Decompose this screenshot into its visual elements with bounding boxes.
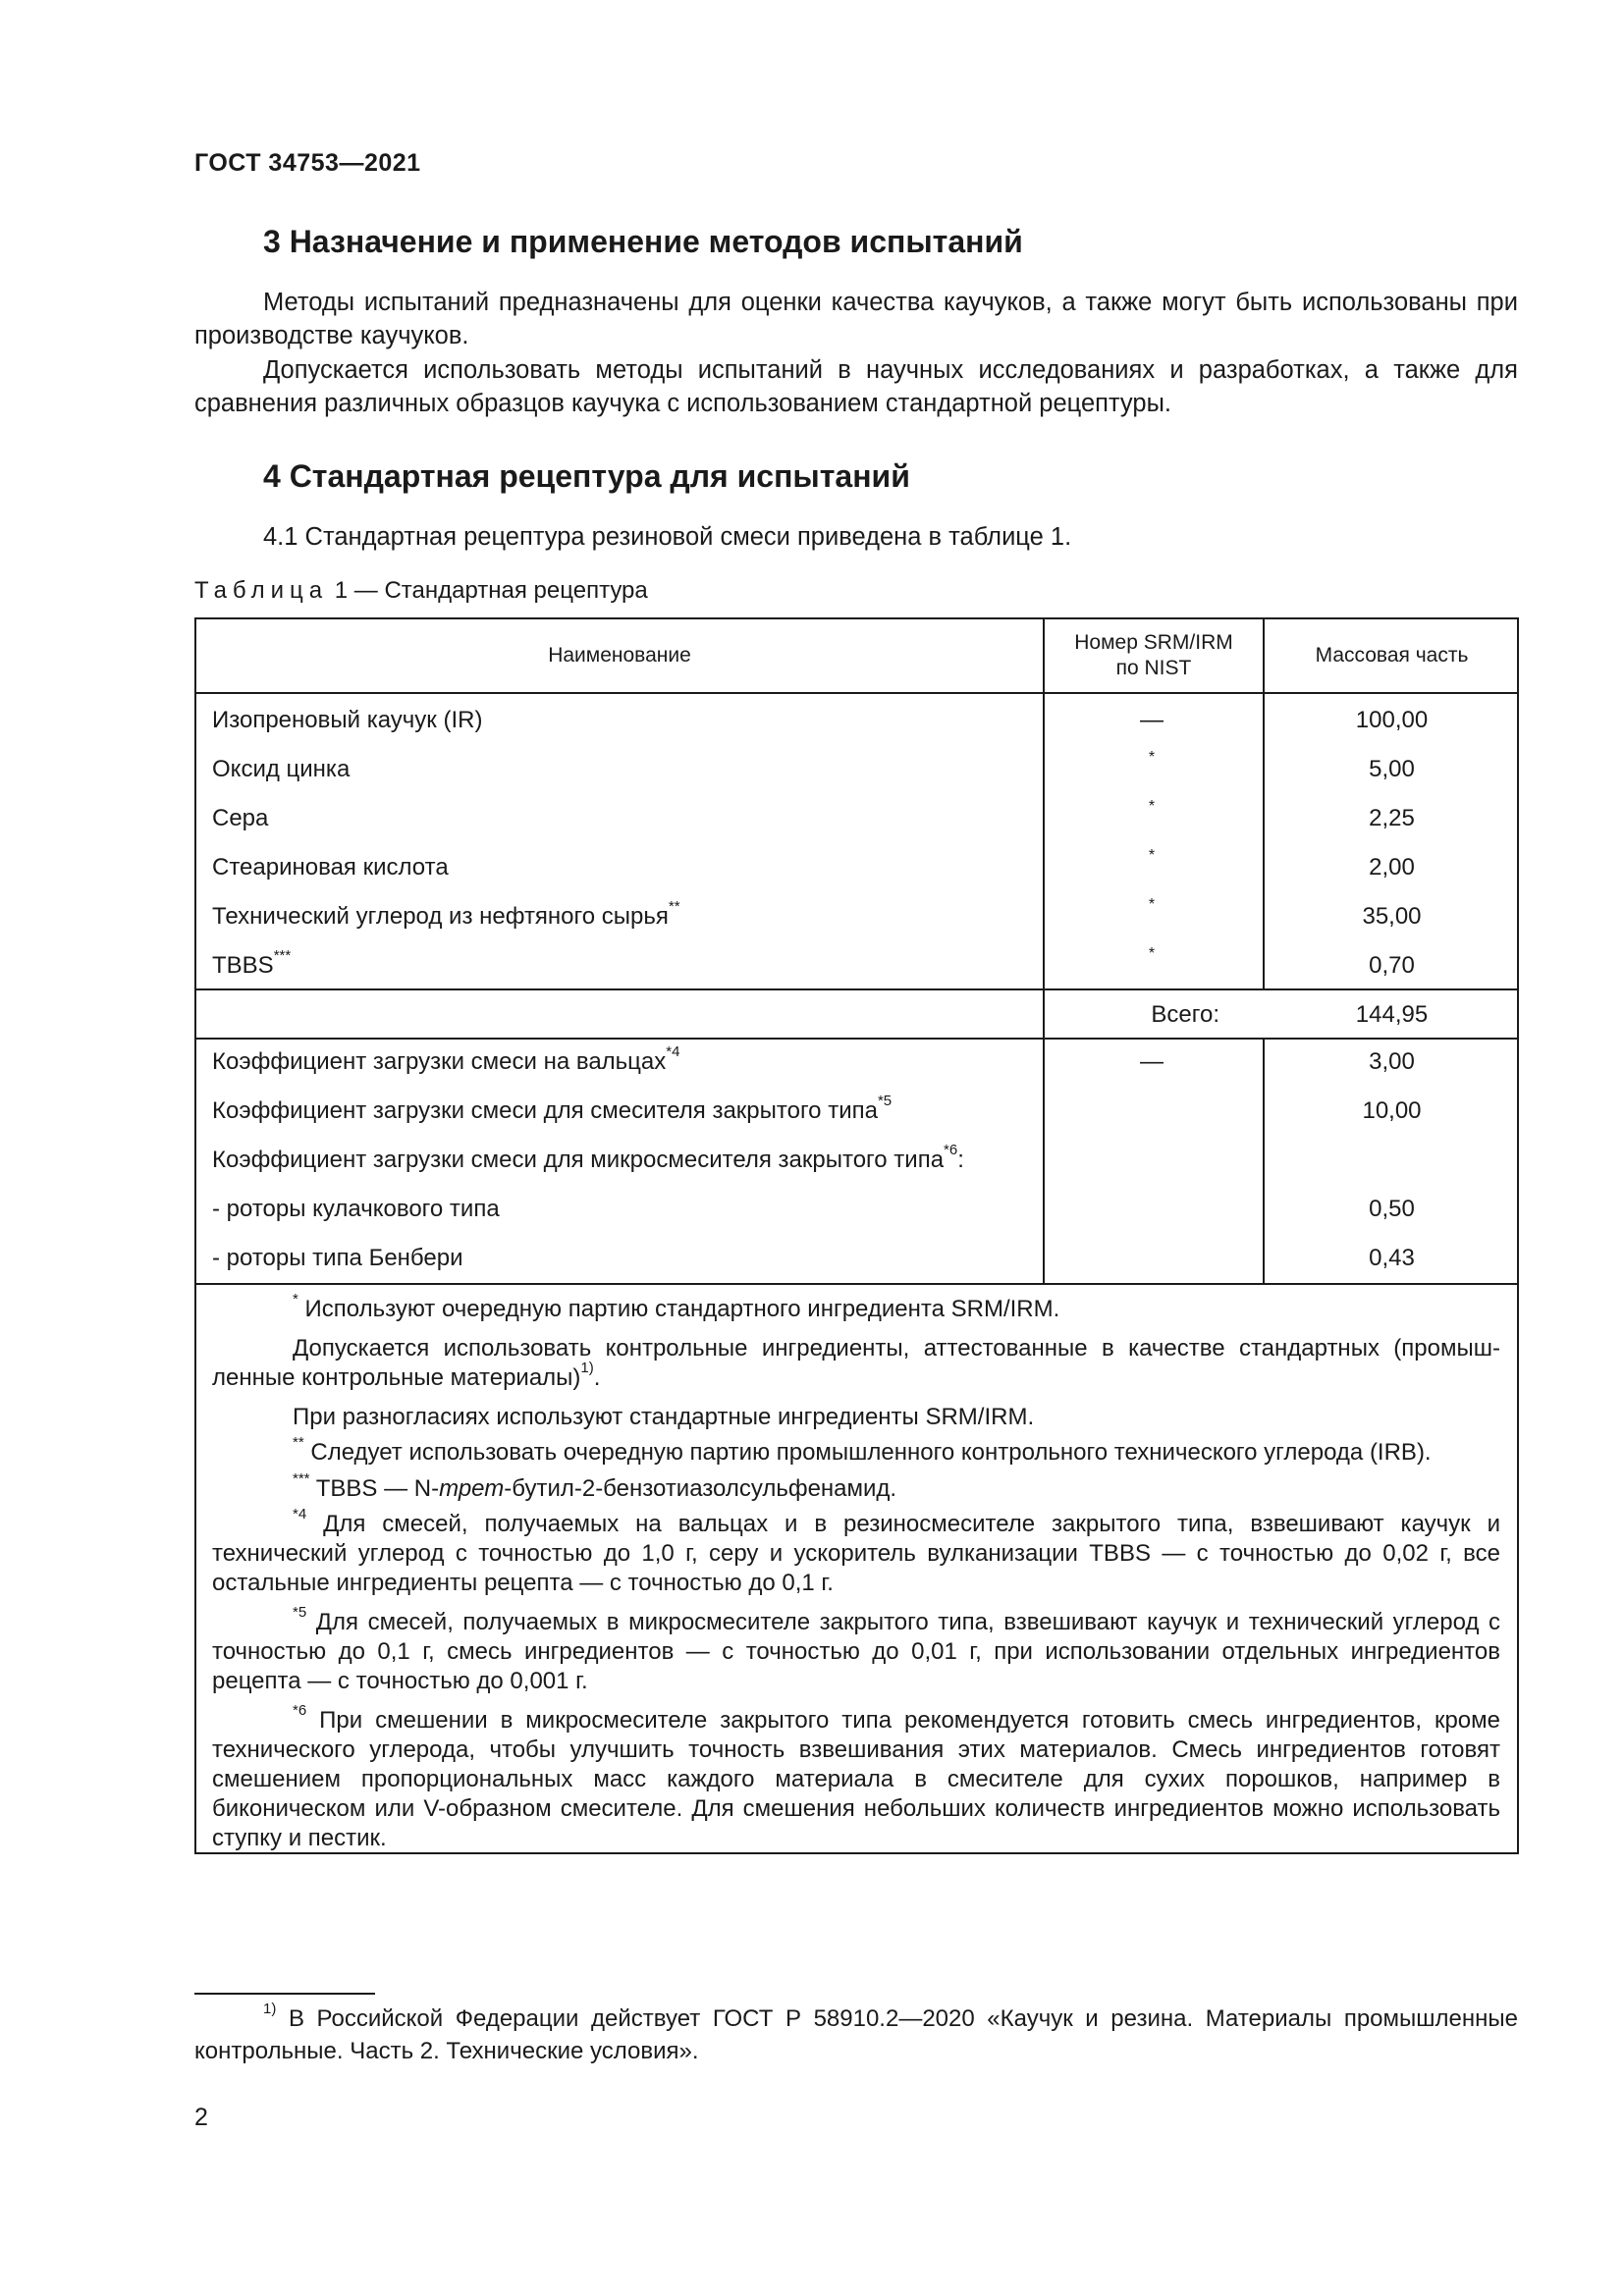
table-note xyxy=(212,1604,1500,1696)
recipe-table xyxy=(194,617,1519,1854)
table-caption xyxy=(194,577,648,605)
table-divider xyxy=(196,1283,1517,1285)
coef-name-text: Коэффициент загрузки смеси для микросмесителя закрытого типа xyxy=(212,1147,945,1173)
total-mass: 144,95 xyxy=(1355,1001,1429,1028)
note-footnote-ref: 1) xyxy=(580,1360,594,1376)
note-mark: *** xyxy=(293,1470,310,1487)
note-text: Для смесей, получаемых в микросмесителе закрытого типа, взвешивают каучук и технический углерод с точностью до 0,1 г, смесь ингредиентов — с точностью до 0,01 г, при использовании отдельных ингредиентов рецепта — с точностью до 0,001 г. xyxy=(212,1609,1500,1694)
row-srm: * xyxy=(1148,798,1156,815)
coef-name: - роторы типа Бенбери xyxy=(212,1245,463,1271)
row-name xyxy=(212,898,680,931)
note-mark: *6 xyxy=(293,1702,307,1719)
table-note xyxy=(212,1470,1500,1504)
note-text-italic: трет xyxy=(439,1475,505,1502)
row-name-sup: *** xyxy=(273,947,292,964)
note-text: Используют очередную партию стандартного ингредиента SRM/IRM. xyxy=(304,1296,1060,1322)
coef-name xyxy=(212,1142,964,1174)
coef-mass: 0,50 xyxy=(1369,1196,1415,1222)
row-srm: * xyxy=(1148,847,1156,864)
row-name: Изопреновый каучук (IR) xyxy=(212,707,483,733)
row-srm: — xyxy=(1140,707,1164,733)
total-label: Всего: xyxy=(1151,1001,1219,1028)
section-4-paragraph-1-text: 4.1 Стандартная рецептура резиновой смеси приведена в таблице 1. xyxy=(263,523,1072,551)
footnote-rule xyxy=(194,1993,375,1995)
row-name-text: Технический углерод из нефтяного сырья xyxy=(212,903,669,930)
header-srm-line2: по NIST xyxy=(1115,657,1192,679)
note-text: Допускается использовать контрольные ингредиенты, аттестованные в качестве стандартных (промышленные контрольные материалы) xyxy=(212,1335,1500,1391)
note-text: При смешении в микросмесителе закрытого типа рекомендуется готовить смесь ингредиентов, кроме технического углерода, чтобы улучшить точность взвешивания этих материалов. Смесь ингредиентов готовят смешением пропорциональных масс каждого материала в смесителе для сухих порошков, например в биконическом или V-образном смесителе. Для смешения небольших количеств ингредиентов можно использовать ступку и пестик. xyxy=(212,1707,1500,1851)
table-divider xyxy=(196,988,1517,990)
coef-name xyxy=(212,1093,893,1125)
note-text: Следует использовать очередную партию промышленного контрольного технического углерода (IRB). xyxy=(310,1439,1432,1466)
page-number: 2 xyxy=(194,2104,208,2131)
note-text: TBBS — N- xyxy=(315,1475,440,1502)
footnote-mark: 1) xyxy=(263,2001,277,2017)
table-divider xyxy=(196,1038,1517,1040)
table-divider xyxy=(1263,1040,1265,1285)
note-text-end: . xyxy=(593,1364,601,1391)
row-mass: 2,25 xyxy=(1369,805,1415,831)
coef-mass: 0,43 xyxy=(1369,1245,1415,1271)
coef-name-suffix: : xyxy=(957,1147,964,1173)
table-note xyxy=(212,1334,1500,1393)
row-mass: 5,00 xyxy=(1369,756,1415,782)
row-name: Стеариновая кислота xyxy=(212,854,449,881)
section-3-paragraph-1-text: Методы испытаний предназначены для оценки качества каучуков, а также могут быть использованы при производстве каучуков. xyxy=(194,289,1518,349)
section-3-title: 3 Назначение и применение методов испытаний xyxy=(263,224,1023,259)
note-text: -бутил-2-бензотиазолсульфенамид. xyxy=(504,1475,897,1502)
coef-mass: 10,00 xyxy=(1362,1097,1422,1124)
row-name xyxy=(212,947,292,980)
row-name-sup: ** xyxy=(668,898,680,915)
note-mark: * xyxy=(293,1291,298,1308)
row-srm: * xyxy=(1148,945,1156,962)
section-4-paragraph-1 xyxy=(194,520,1518,554)
note-mark: *5 xyxy=(293,1604,307,1621)
section-3-paragraph-2-text: Допускается использовать методы испытаний в научных исследованиях и разработках, а также для сравнения различных образцов каучука с использованием стандартной рецептуры. xyxy=(194,356,1518,417)
section-3-paragraph-1 xyxy=(194,286,1518,352)
row-name: Сера xyxy=(212,805,269,831)
table-note xyxy=(212,1403,1500,1432)
coef-name xyxy=(212,1043,680,1076)
coef-name-sup: *6 xyxy=(944,1142,958,1158)
header-mass: Массовая часть xyxy=(1315,644,1469,667)
coef-srm: — xyxy=(1140,1048,1164,1075)
section-3-paragraph-2 xyxy=(194,353,1518,420)
table-note xyxy=(212,1291,1500,1324)
section-4-title: 4 Стандартная рецептура для испытаний xyxy=(263,458,910,494)
table-note xyxy=(212,1506,1500,1598)
row-name-text: TBBS xyxy=(212,952,274,979)
row-srm: * xyxy=(1148,896,1156,913)
document-id: ГОСТ 34753—2021 xyxy=(194,149,421,177)
coef-name-text: Коэффициент загрузки смеси на вальцах xyxy=(212,1048,667,1075)
row-srm: * xyxy=(1148,749,1156,766)
note-text: При разногласиях используют стандартные ингредиенты SRM/IRM. xyxy=(293,1404,1035,1430)
row-mass: 2,00 xyxy=(1369,854,1415,881)
note-text: Для смесей, получаемых на вальцах и в резиносмесителе закрытого типа, взвешивают каучук и технический углерод с точностью до 1,0 г, серу и ускоритель вулканизации TBBS — с точностью до 0,02 г, все остальные ингредиенты рецепта — с точностью до 0,1 г. xyxy=(212,1511,1500,1596)
table-note xyxy=(212,1702,1500,1853)
table-note xyxy=(212,1434,1500,1468)
header-srm xyxy=(1045,630,1263,681)
table-caption-title: 1 — Стандартная рецептура xyxy=(334,577,648,604)
header-name: Наименование xyxy=(548,644,691,667)
coef-name: - роторы кулачкового типа xyxy=(212,1196,500,1222)
row-mass: 0,70 xyxy=(1369,952,1415,979)
coef-name-sup: *5 xyxy=(877,1093,893,1109)
table-divider xyxy=(196,692,1517,694)
note-mark: ** xyxy=(293,1434,304,1451)
table-caption-label: Таблица xyxy=(194,577,329,604)
header-srm-line1: Номер SRM/IRM xyxy=(1074,631,1233,654)
footnote xyxy=(194,2002,1518,2067)
table-divider xyxy=(1043,619,1045,1285)
coef-name-sup: *4 xyxy=(666,1043,680,1060)
coef-name-text: Коэффициент загрузки смеси для смесителя закрытого типа xyxy=(212,1097,878,1124)
footnote-text: В Российской Федерации действует ГОСТ Р 58910.2—2020 «Каучук и резина. Материалы промышленные контрольные. Часть 2. Технические условия». xyxy=(194,2005,1518,2064)
coef-mass: 3,00 xyxy=(1369,1048,1415,1075)
note-mark: *4 xyxy=(293,1506,307,1522)
row-name: Оксид цинка xyxy=(212,756,351,782)
table-divider xyxy=(1263,619,1265,990)
row-mass: 100,00 xyxy=(1355,707,1429,733)
row-mass: 35,00 xyxy=(1362,903,1422,930)
